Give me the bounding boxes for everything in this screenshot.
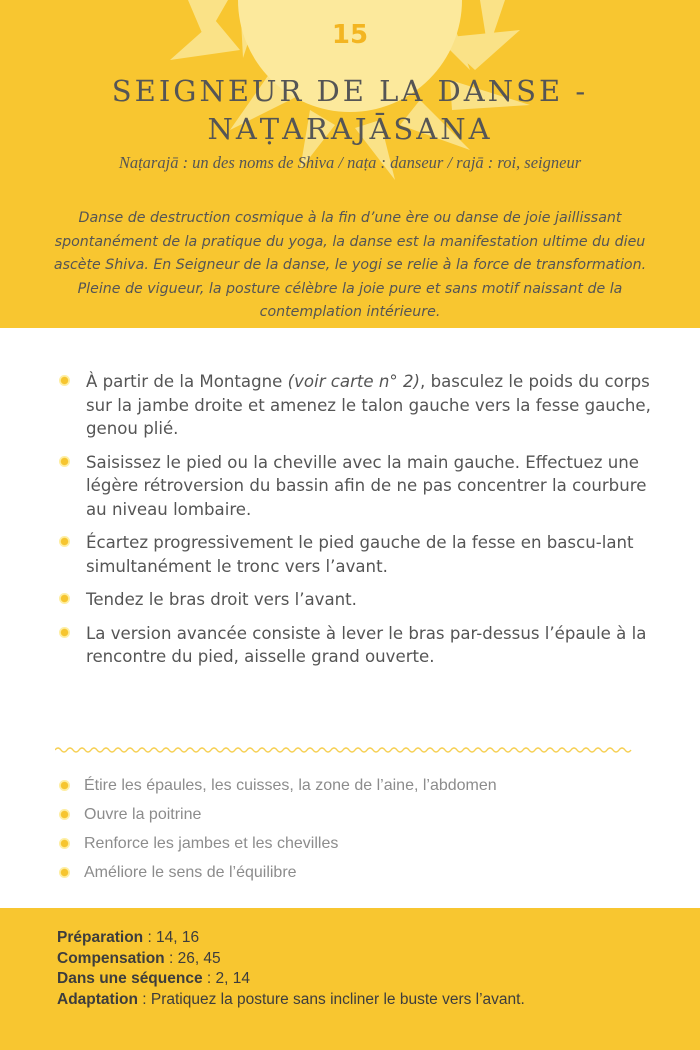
compensation-line	[57, 949, 677, 970]
adaptation-line	[57, 990, 677, 1011]
step-text: , basculez le poids du corps sur la jambe droite et amenez le talon gauche vers la fesse gauche, genou plié.	[86, 372, 651, 438]
sequence-value: : 2, 14	[202, 970, 250, 987]
step-reference: (voir carte n° 2)	[287, 372, 421, 391]
info-block	[57, 928, 677, 1010]
step-item	[58, 531, 658, 578]
step-text: Écartez progressivement le pied gauche de la fesse en bascu-lant simultanément le tronc vers l’avant.	[86, 533, 634, 576]
benefit-item	[58, 803, 658, 832]
intro-paragraph: Danse de destruction cosmique à la fin d’une ère ou danse de joie jaillissant spontanément de la pratique du yoga, la danse est la manifestation ultime du dieu ascète Shiva. En Seigneur de la danse, le yogi se relie à la force de transformation. Pleine de vigueur, la posture célèbre la joie pure et sans motif naissant de la contemplation intérieure.	[53, 210, 647, 320]
page-title	[40, 72, 660, 148]
wavy-divider	[55, 744, 645, 756]
sun-bullet-icon	[59, 375, 70, 386]
step-text: À partir de la Montagne	[86, 372, 288, 391]
title-line-1: SEIGNEUR DE LA DANSE -	[111, 74, 589, 108]
sun-bullet-icon	[59, 593, 70, 604]
preparation-value: : 14, 16	[143, 929, 200, 946]
benefit-item	[58, 861, 658, 890]
steps-list	[58, 370, 658, 679]
step-item	[58, 370, 658, 441]
benefit-text: Renforce les jambes et les chevilles	[84, 835, 339, 852]
footer-panel	[0, 908, 700, 1050]
benefit-item	[58, 774, 658, 803]
preparation-line	[57, 928, 677, 949]
adaptation-label: Adaptation	[57, 990, 138, 1008]
card-number: 15	[331, 20, 369, 50]
sun-bullet-icon	[59, 780, 70, 791]
adaptation-value: : Pratiquez la posture sans incliner le buste vers l’avant.	[137, 990, 525, 1008]
sun-bullet-icon	[59, 867, 70, 878]
compensation-label: Compensation	[57, 949, 165, 967]
compensation-value: : 26, 45	[164, 949, 221, 967]
sun-bullet-icon	[59, 809, 70, 820]
sun-bullet-icon	[59, 536, 70, 547]
preparation-label: Préparation	[57, 929, 144, 946]
step-text: Tendez le bras droit vers l’avant.	[86, 590, 357, 609]
step-item	[58, 588, 658, 612]
step-text: Saisissez le pied ou la cheville avec la main gauche. Effectuez une légère rétroversion du bassin afin de ne pas concentrer la courbure au niveau lombaire.	[86, 452, 647, 519]
benefit-text: Étire les épaules, les cuisses, la zone de l’aine, l’abdomen	[84, 777, 497, 794]
step-item	[58, 622, 658, 669]
step-text: La version avancée consiste à lever le bras par-dessus l’épaule à la rencontre du pied, aisselle grand ouverte.	[86, 623, 647, 666]
benefit-text: Améliore le sens de l’équilibre	[84, 864, 297, 881]
benefit-text: Ouvre la poitrine	[84, 806, 202, 823]
header-panel	[0, 0, 700, 328]
sequence-label: Dans une séquence	[57, 970, 203, 987]
title-line-2: NAṬARAJĀSANA	[207, 112, 493, 146]
benefits-list	[58, 774, 658, 890]
sun-bullet-icon	[59, 456, 70, 467]
step-item	[58, 451, 658, 522]
sequence-line	[57, 969, 677, 990]
benefit-item	[58, 832, 658, 861]
sun-bullet-icon	[59, 838, 70, 849]
sun-bullet-icon	[59, 627, 70, 638]
subtitle: Naṭarajā : un des noms de Shiva / naṭa : danseur / rajā : roi, seigneur	[118, 153, 582, 172]
